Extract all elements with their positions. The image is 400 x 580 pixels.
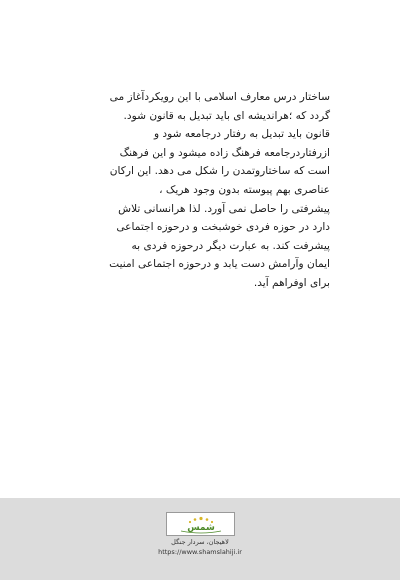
body-line: دارد در حوزه فردی خوشبخت و درحوزه اجتماعی: [116, 221, 330, 234]
body-line: گردد که ؛هراندیشه ای باید تبدیل به قانون شود.: [123, 109, 330, 122]
body-line: ازرفتاردرجامعه فرهنگ زاده میشود و این فرهنگ: [119, 146, 330, 159]
body-line: ساختار درس معارف اسلامی با این رویکردآغاز می: [109, 91, 330, 103]
body-paragraph: [74, 88, 330, 293]
body-line: پیشرفت کند. به عبارت دیگر درحوزه فردی به: [131, 239, 330, 252]
body-line: پیشرفتی را حاصل نمی آورد. لذا هرانسانی تلاش: [118, 202, 330, 215]
footer-url[interactable]: https://www.shamslahiji.ir: [158, 548, 242, 556]
shams-logo: [166, 512, 235, 536]
body-line: برای اوفراهم آید.: [253, 276, 330, 289]
body-line: عناصری بهم پیوسته بدون وجود هریک ،: [159, 183, 330, 196]
body-line: قانون باید تبدیل به رفتار درجامعه شود و: [153, 128, 330, 141]
shams-logo-icon: [169, 514, 233, 534]
logo-text: شمس: [186, 523, 215, 533]
body-line: است که ساختاروتمدن را شکل می دهد. این ارکان: [109, 165, 330, 178]
footer-city: لاهیجان، سردار جنگل: [171, 538, 229, 546]
body-line: ایمان وآرامش دست یابد و درحوزه اجتماعی امنیت: [109, 258, 330, 271]
